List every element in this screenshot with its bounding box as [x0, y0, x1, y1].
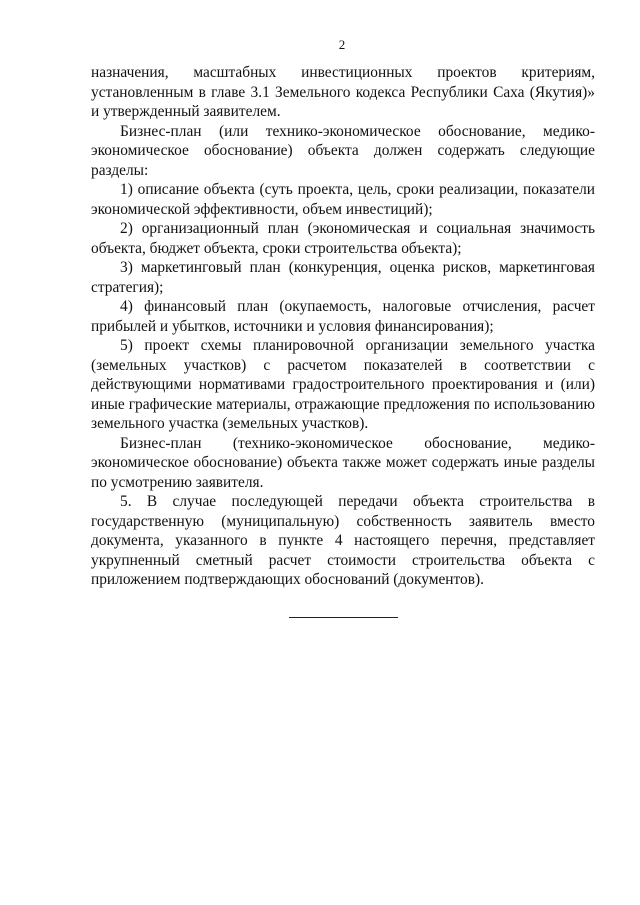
- list-item-organizational-plan: 2) организационный план (экономическая и социальная значимость объекта, бюджет объекта, сроки строительства объекта);: [91, 220, 595, 257]
- document-body: [91, 63, 595, 590]
- list-item-marketing-plan: 3) маркетинговый план (конкуренция, оценка рисков, маркетинговая стратегия);: [91, 259, 595, 296]
- paragraph-continuation: назначения, масштабных инвестиционных проектов критериям, установленным в главе 3.1 Земельного кодекса Республики Саха (Якутия)» и утвержденный заявителем.: [91, 64, 595, 120]
- paragraph-business-plan-intro: Бизнес-план (или технико-экономическое обоснование, медико-экономическое обоснование) объекта должен содержать следующие разделы:: [91, 122, 595, 179]
- list-item-financial-plan: 4) финансовый план (окупаемость, налоговые отчисления, расчет прибылей и убытков, источники и условия финансирования);: [91, 298, 595, 335]
- paragraph-item-5: 5. В случае последующей передачи объекта строительства в государственную (муниципальную) собственность заявитель вместо документа, указанного в пункте 4 настоящего перечня, представляет укрупненный сметный расчет стоимости строительства объекта с приложением подтверждающих обоснований (документов).: [91, 493, 595, 588]
- list-item-object-description: 1) описание объекта (суть проекта, цель, сроки реализации, показатели экономической эффективности, объем инвестиций);: [91, 181, 595, 218]
- page-number: 2: [338, 37, 346, 52]
- paragraph-other-sections: Бизнес-план (технико-экономическое обоснование, медико-экономическое обоснование) объекта также может содержать иные разделы по усмотрению заявителя.: [91, 434, 595, 491]
- end-of-document-rule: [289, 617, 398, 618]
- list-item-land-plot-scheme: 5) проект схемы планировочной организации земельного участка (земельных участков) с расчетом показателей в соответствии с действующими нормативами градостроительного проектирования и (или) иные графические материалы, отражающие предложения по использованию земельного участка (земельных участков).: [91, 337, 595, 432]
